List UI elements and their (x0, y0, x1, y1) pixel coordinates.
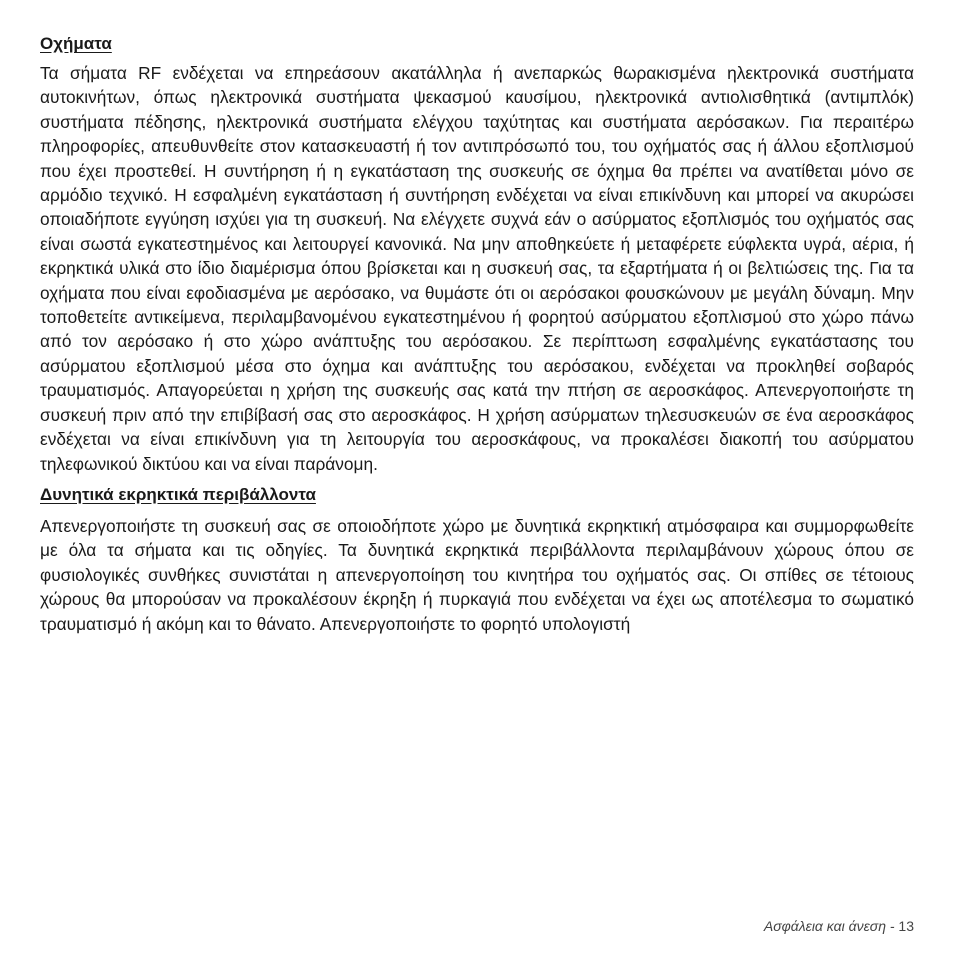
paragraph-explosive-environments: Απενεργοποιήστε τη συσκευή σας σε οποιοδήποτε χώρο με δυνητικά εκρηκτική ατμόσφαιρα και συμμορφωθείτε με όλα τα σήματα και τις οδηγίες. Τα δυνητικά εκρηκτικά περιβάλλοντα περιλαμβάνουν χώρους όπου σε φυσιολογικές συνθήκες συνιστάται η απενεργοποίηση του κινητήρα του οχήματός σας. Οι σπίθες σε τέτοιους χώρους θα μπορούσαν να προκαλέσουν έκρηξη ή πυρκαγιά που ενδέχεται να έχει ως αποτέλεσμα το σωματικό τραυματισμό ή ακόμη και το θάνατο. Απενεργοποιήστε το φορητό υπολογιστή (40, 515, 914, 634)
document-page (40, 33, 914, 636)
section-heading-vehicles: Οχήματα (40, 34, 112, 53)
section-heading-explosive-environments: Δυνητικά εκρηκτικά περιβάλλοντα (40, 484, 316, 504)
page-footer (764, 917, 914, 935)
paragraph-vehicles: Τα σήματα RF ενδέχεται να επηρεάσουν ακατάλληλα ή ανεπαρκώς θωρακισμένα ηλεκτρονικά συστήματα αυτοκινήτων, όπως ηλεκτρονικά συστήματα ψεκασμού καυσίμου, ηλεκτρονικά αντιολισθητικά (αντιμπλόκ) συστήματα πέδησης, ηλεκτρονικά συστήματα ελέγχου ταχύτητας και συστήματα αερόσακων. Για περαιτέρω πληροφορίες, απευθυνθείτε στον κατασκευαστή ή τον αντιπρόσωπό του, του οχήματός σας ή άλλου εξοπλισμού που έχει προστεθεί. Η συντήρηση ή η εγκατάσταση της συσκευής σε όχημα θα πρέπει να ανατίθεται μόνο σε αρμόδιο τεχνικό. Η εσφαλμένη εγκατάσταση ή συντήρηση ενδέχεται να είναι επικίνδυνη και μπορεί να ακυρώσει οποιαδήποτε εγγύηση ισχύει για τη συσκευή. Να ελέγχετε συχνά εάν ο ασύρματος εξοπλισμός του οχήματός σας είναι σωστά εγκατεστημένος και λειτουργεί κανονικά. Να μην αποθηκεύετε ή μεταφέρετε εύφλεκτα υγρά, αέρια, ή εκρηκτικά υλικά στο ίδιο διαμέρισμα όπου βρίσκεται και η συσκευή σας, τα εξαρτήματα ή οι βελτιώσεις της. Για τα οχήματα που είναι εφοδιασμένα με αερόσακο, να θυμάστε ότι οι αερόσακοι φουσκώνουν με μεγάλη δύναμη. Μην τοποθετείτε αντικείμενα, περιλαμβανομένου εγκατεστημένου ή φορητού ασύρματου εξοπλισμού στο χώρο πάνω από τον αερόσακο ή στο χώρο ανάπτυξης του αερόσακου. Σε περίπτωση εσφαλμένης εγκατάστασης του ασύρματου εξοπλισμού μέσα στο όχημα και ανάπτυξης του αερόσακου, ενδέχεται να προκληθεί σοβαρός τραυματισμός. Απαγορεύεται η χρήση της συσκευής σας κατά την πτήση σε αεροσκάφος. Απενεργοποιήστε τη συσκευή πριν από την επιβίβασή σας στο αεροσκάφος. Η χρήση ασύρματων τηλεσυσκευών σε ένα αεροσκάφος ενδέχεται να είναι επικίνδυνη για τη λειτουργία του αεροσκάφους, να προκαλέσει διακοπή του ασύρματου τηλεφωνικού δικτύου και να είναι παράνομη. (40, 63, 914, 474)
footer-section-title: Ασφάλεια και άνεση - (763, 918, 895, 934)
footer-page-number: 13 (898, 918, 914, 934)
